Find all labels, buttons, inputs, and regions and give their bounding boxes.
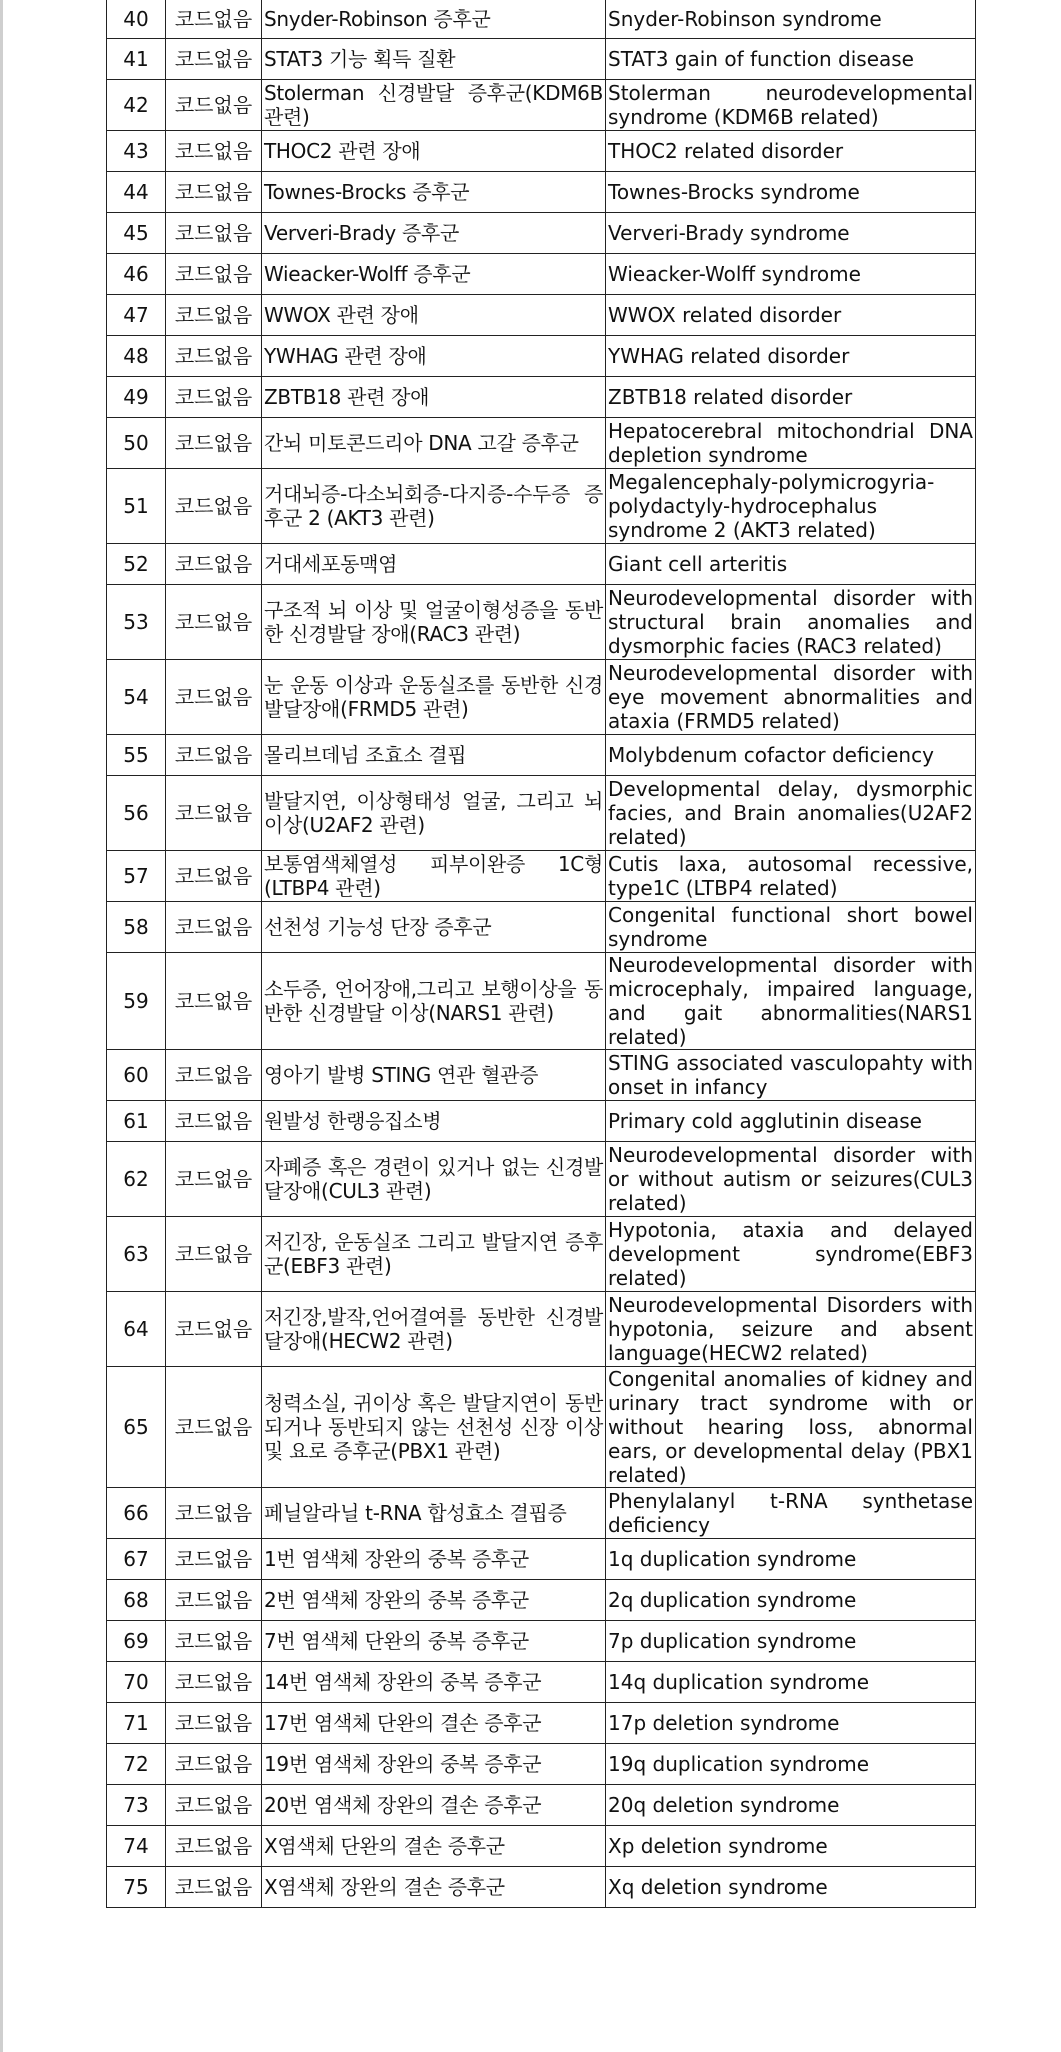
korean-name-cell: Wieacker-Wolff 증후군 — [262, 254, 606, 295]
code-cell: 코드없음 — [166, 660, 262, 735]
row-number-cell: 64 — [107, 1292, 166, 1367]
korean-name-cell: X염색체 단완의 결손 증후군 — [262, 1826, 606, 1867]
korean-name-cell: 청력소실, 귀이상 혹은 발달지연이 동반되거나 동반되지 않는 선천성 신장 이상 및 요로 증후군(PBX1 관련) — [262, 1367, 606, 1488]
english-name-cell: 17p deletion syndrome — [606, 1703, 976, 1744]
code-cell: 코드없음 — [166, 585, 262, 660]
table-row — [107, 1662, 976, 1703]
korean-name-cell: 보통염색체열성 피부이완증 1C형(LTBP4 관련) — [262, 851, 606, 902]
english-name-cell: Xq deletion syndrome — [606, 1867, 976, 1908]
row-number-cell: 58 — [107, 902, 166, 953]
row-number-cell: 40 — [107, 0, 166, 39]
korean-name-cell: STAT3 기능 획득 질환 — [262, 39, 606, 80]
table-row — [107, 660, 976, 735]
code-cell: 코드없음 — [166, 1662, 262, 1703]
code-cell: 코드없음 — [166, 1050, 262, 1101]
korean-name-cell: 소두증, 언어장애,그리고 보행이상을 동반한 신경발달 이상(NARS1 관련) — [262, 953, 606, 1050]
korean-name-cell: 페닐알라닐 t-RNA 합성효소 결핍증 — [262, 1488, 606, 1539]
code-cell: 코드없음 — [166, 735, 262, 776]
table-row — [107, 1580, 976, 1621]
row-number-cell: 49 — [107, 377, 166, 418]
table-row — [107, 1101, 976, 1142]
row-number-cell: 65 — [107, 1367, 166, 1488]
code-cell: 코드없음 — [166, 213, 262, 254]
korean-name-cell: 자폐증 혹은 경련이 있거나 없는 신경발달장애(CUL3 관련) — [262, 1142, 606, 1217]
row-number-cell: 75 — [107, 1867, 166, 1908]
page-left-edge — [0, 0, 3, 2052]
korean-name-cell: 저긴장,발작,언어결여를 동반한 신경발달장애(HECW2 관련) — [262, 1292, 606, 1367]
table-row — [107, 735, 976, 776]
code-cell: 코드없음 — [166, 131, 262, 172]
code-cell: 코드없음 — [166, 1785, 262, 1826]
table-row — [107, 418, 976, 469]
english-name-cell: Stolerman neurodevelopmental syndrome (KDM6B related) — [606, 80, 976, 131]
korean-name-cell: WWOX 관련 장애 — [262, 295, 606, 336]
table-row — [107, 0, 976, 39]
table-row — [107, 1703, 976, 1744]
korean-name-cell: 거대뇌증-다소뇌회증-다지증-수두증 증후군 2 (AKT3 관련) — [262, 469, 606, 544]
english-name-cell: Neurodevelopmental disorder with or without autism or seizures(CUL3 related) — [606, 1142, 976, 1217]
code-cell: 코드없음 — [166, 1367, 262, 1488]
korean-name-cell: YWHAG 관련 장애 — [262, 336, 606, 377]
english-name-cell: Snyder-Robinson syndrome — [606, 0, 976, 39]
english-name-cell: Developmental delay, dysmorphic facies, and Brain anomalies(U2AF2 related) — [606, 776, 976, 851]
table-row — [107, 1050, 976, 1101]
row-number-cell: 51 — [107, 469, 166, 544]
english-name-cell: Molybdenum cofactor deficiency — [606, 735, 976, 776]
row-number-cell: 53 — [107, 585, 166, 660]
english-name-cell: 2q duplication syndrome — [606, 1580, 976, 1621]
row-number-cell: 71 — [107, 1703, 166, 1744]
table-row — [107, 1826, 976, 1867]
row-number-cell: 63 — [107, 1217, 166, 1292]
code-cell: 코드없음 — [166, 1292, 262, 1367]
english-name-cell: 14q duplication syndrome — [606, 1662, 976, 1703]
table-row — [107, 254, 976, 295]
code-cell: 코드없음 — [166, 254, 262, 295]
english-name-cell: 19q duplication syndrome — [606, 1744, 976, 1785]
korean-name-cell: 거대세포동맥염 — [262, 544, 606, 585]
english-name-cell: Phenylalanyl t-RNA synthetase deficiency — [606, 1488, 976, 1539]
row-number-cell: 41 — [107, 39, 166, 80]
english-name-cell: Ververi-Brady syndrome — [606, 213, 976, 254]
table-row — [107, 39, 976, 80]
english-name-cell: 1q duplication syndrome — [606, 1539, 976, 1580]
korean-name-cell: 17번 염색체 단완의 결손 증후군 — [262, 1703, 606, 1744]
table-row — [107, 851, 976, 902]
table-row — [107, 1621, 976, 1662]
table-row — [107, 585, 976, 660]
table-row — [107, 544, 976, 585]
row-number-cell: 55 — [107, 735, 166, 776]
row-number-cell: 69 — [107, 1621, 166, 1662]
table-row — [107, 1539, 976, 1580]
code-cell: 코드없음 — [166, 1217, 262, 1292]
code-cell: 코드없음 — [166, 377, 262, 418]
code-cell: 코드없음 — [166, 418, 262, 469]
english-name-cell: Primary cold agglutinin disease — [606, 1101, 976, 1142]
row-number-cell: 67 — [107, 1539, 166, 1580]
english-name-cell: STING associated vasculopahty with onset in infancy — [606, 1050, 976, 1101]
row-number-cell: 48 — [107, 336, 166, 377]
code-cell: 코드없음 — [166, 1488, 262, 1539]
english-name-cell: Congenital functional short bowel syndrome — [606, 902, 976, 953]
korean-name-cell: Snyder-Robinson 증후군 — [262, 0, 606, 39]
row-number-cell: 59 — [107, 953, 166, 1050]
table-row — [107, 80, 976, 131]
code-cell: 코드없음 — [166, 1621, 262, 1662]
table-row — [107, 1785, 976, 1826]
code-cell: 코드없음 — [166, 1744, 262, 1785]
code-cell: 코드없음 — [166, 295, 262, 336]
table-row — [107, 1217, 976, 1292]
korean-name-cell: 발달지연, 이상형태성 얼굴, 그리고 뇌이상(U2AF2 관련) — [262, 776, 606, 851]
korean-name-cell: ZBTB18 관련 장애 — [262, 377, 606, 418]
row-number-cell: 45 — [107, 213, 166, 254]
code-cell: 코드없음 — [166, 1867, 262, 1908]
table-row — [107, 295, 976, 336]
table-body — [107, 0, 976, 1908]
row-number-cell: 73 — [107, 1785, 166, 1826]
code-cell: 코드없음 — [166, 1539, 262, 1580]
english-name-cell: Neurodevelopmental disorder with microcephaly, impaired language, and gait abnormalities(NARS1 related) — [606, 953, 976, 1050]
english-name-cell: 7p duplication syndrome — [606, 1621, 976, 1662]
table-row — [107, 377, 976, 418]
english-name-cell: Hypotonia, ataxia and delayed development syndrome(EBF3 related) — [606, 1217, 976, 1292]
code-cell: 코드없음 — [166, 851, 262, 902]
english-name-cell: Congenital anomalies of kidney and urinary tract syndrome with or without hearing loss, abnormal ears, or developmental delay (PBX1 related) — [606, 1367, 976, 1488]
row-number-cell: 42 — [107, 80, 166, 131]
korean-name-cell: X염색체 장완의 결손 증후군 — [262, 1867, 606, 1908]
code-cell: 코드없음 — [166, 0, 262, 39]
code-cell: 코드없음 — [166, 776, 262, 851]
korean-name-cell: 19번 염색체 장완의 중복 증후군 — [262, 1744, 606, 1785]
code-cell: 코드없음 — [166, 953, 262, 1050]
english-name-cell: STAT3 gain of function disease — [606, 39, 976, 80]
code-cell: 코드없음 — [166, 1703, 262, 1744]
english-name-cell: 20q deletion syndrome — [606, 1785, 976, 1826]
code-cell: 코드없음 — [166, 1142, 262, 1217]
english-name-cell: YWHAG related disorder — [606, 336, 976, 377]
english-name-cell: Giant cell arteritis — [606, 544, 976, 585]
korean-name-cell: Stolerman 신경발달 증후군(KDM6B 관련) — [262, 80, 606, 131]
korean-name-cell: 원발성 한랭응집소병 — [262, 1101, 606, 1142]
row-number-cell: 43 — [107, 131, 166, 172]
korean-name-cell: 1번 염색체 장완의 중복 증후군 — [262, 1539, 606, 1580]
english-name-cell: Neurodevelopmental Disorders with hypotonia, seizure and absent language(HECW2 related) — [606, 1292, 976, 1367]
code-cell: 코드없음 — [166, 39, 262, 80]
row-number-cell: 54 — [107, 660, 166, 735]
row-number-cell: 52 — [107, 544, 166, 585]
english-name-cell: Cutis laxa, autosomal recessive, type1C (LTBP4 related) — [606, 851, 976, 902]
row-number-cell: 47 — [107, 295, 166, 336]
row-number-cell: 68 — [107, 1580, 166, 1621]
row-number-cell: 72 — [107, 1744, 166, 1785]
table-row — [107, 902, 976, 953]
table-row — [107, 953, 976, 1050]
korean-name-cell: 눈 운동 이상과 운동실조를 동반한 신경발달장애(FRMD5 관련) — [262, 660, 606, 735]
code-cell: 코드없음 — [166, 1826, 262, 1867]
english-name-cell: Hepatocerebral mitochondrial DNA depletion syndrome — [606, 418, 976, 469]
table-row — [107, 469, 976, 544]
row-number-cell: 44 — [107, 172, 166, 213]
english-name-cell: Megalencephaly-polymicrogyria-polydactyly-hydrocephalus syndrome 2 (AKT3 related) — [606, 469, 976, 544]
korean-name-cell: 저긴장, 운동실조 그리고 발달지연 증후군(EBF3 관련) — [262, 1217, 606, 1292]
row-number-cell: 50 — [107, 418, 166, 469]
korean-name-cell: 몰리브데넘 조효소 결핍 — [262, 735, 606, 776]
table-row — [107, 1292, 976, 1367]
korean-name-cell: THOC2 관련 장애 — [262, 131, 606, 172]
table-row — [107, 1367, 976, 1488]
table-row — [107, 1867, 976, 1908]
korean-name-cell: Townes-Brocks 증후군 — [262, 172, 606, 213]
code-cell: 코드없음 — [166, 902, 262, 953]
table-row — [107, 1488, 976, 1539]
korean-name-cell: 2번 염색체 장완의 중복 증후군 — [262, 1580, 606, 1621]
code-cell: 코드없음 — [166, 1101, 262, 1142]
table-row — [107, 172, 976, 213]
row-number-cell: 62 — [107, 1142, 166, 1217]
korean-name-cell: 20번 염색체 장완의 결손 증후군 — [262, 1785, 606, 1826]
table-row — [107, 131, 976, 172]
table-row — [107, 1142, 976, 1217]
code-cell: 코드없음 — [166, 1580, 262, 1621]
english-name-cell: Townes-Brocks syndrome — [606, 172, 976, 213]
code-cell: 코드없음 — [166, 469, 262, 544]
row-number-cell: 61 — [107, 1101, 166, 1142]
table-row — [107, 336, 976, 377]
english-name-cell: Neurodevelopmental disorder with eye movement abnormalities and ataxia (FRMD5 related) — [606, 660, 976, 735]
code-cell: 코드없음 — [166, 544, 262, 585]
table-row — [107, 213, 976, 254]
table-row — [107, 776, 976, 851]
korean-name-cell: 선천성 기능성 단장 증후군 — [262, 902, 606, 953]
english-name-cell: WWOX related disorder — [606, 295, 976, 336]
english-name-cell: Xp deletion syndrome — [606, 1826, 976, 1867]
english-name-cell: ZBTB18 related disorder — [606, 377, 976, 418]
english-name-cell: Neurodevelopmental disorder with structural brain anomalies and dysmorphic facies (RAC3 related) — [606, 585, 976, 660]
row-number-cell: 57 — [107, 851, 166, 902]
korean-name-cell: 간뇌 미토콘드리아 DNA 고갈 증후군 — [262, 418, 606, 469]
english-name-cell: THOC2 related disorder — [606, 131, 976, 172]
code-cell: 코드없음 — [166, 80, 262, 131]
korean-name-cell: 영아기 발병 STING 연관 혈관증 — [262, 1050, 606, 1101]
row-number-cell: 74 — [107, 1826, 166, 1867]
code-cell: 코드없음 — [166, 172, 262, 213]
korean-name-cell: 14번 염색체 장완의 중복 증후군 — [262, 1662, 606, 1703]
row-number-cell: 46 — [107, 254, 166, 295]
table-row — [107, 1744, 976, 1785]
korean-name-cell: 구조적 뇌 이상 및 얼굴이형성증을 동반한 신경발달 장애(RAC3 관련) — [262, 585, 606, 660]
row-number-cell: 60 — [107, 1050, 166, 1101]
korean-name-cell: Ververi-Brady 증후군 — [262, 213, 606, 254]
english-name-cell: Wieacker-Wolff syndrome — [606, 254, 976, 295]
row-number-cell: 66 — [107, 1488, 166, 1539]
row-number-cell: 70 — [107, 1662, 166, 1703]
korean-name-cell: 7번 염색체 단완의 중복 증후군 — [262, 1621, 606, 1662]
disease-code-table — [106, 0, 976, 1908]
row-number-cell: 56 — [107, 776, 166, 851]
code-cell: 코드없음 — [166, 336, 262, 377]
